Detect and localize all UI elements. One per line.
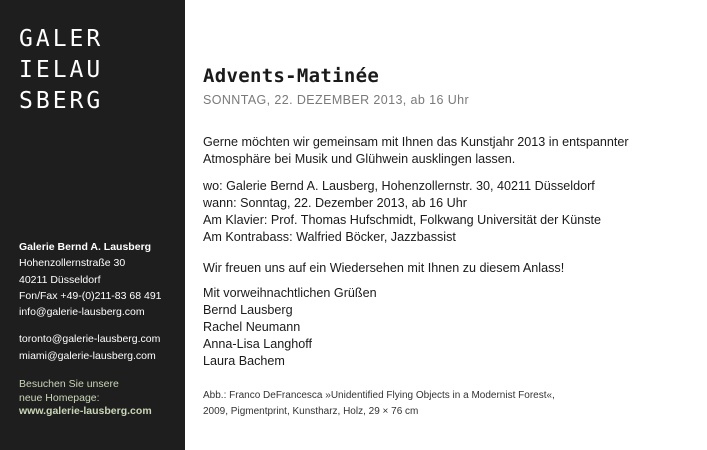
email-toronto-link[interactable]: toronto@galerie-lausberg.com: [19, 333, 161, 345]
contact-block: [19, 239, 179, 320]
email-miami-link[interactable]: miami@galerie-lausberg.com: [19, 349, 156, 362]
street-address: Hohenzollernstraße 30: [19, 257, 126, 270]
website-link[interactable]: www.galerie-lausberg.com: [19, 405, 152, 417]
image-caption: [203, 388, 693, 420]
invitation-content: [203, 64, 693, 417]
homepage-promo: [19, 378, 184, 419]
signatory: Laura Bachem: [203, 354, 285, 368]
logo-line: IELAU: [19, 57, 104, 83]
event-details: [203, 178, 601, 246]
gallery-logo[interactable]: [19, 24, 103, 117]
logo-line: GALER: [19, 26, 104, 52]
visit-text-line1: Besuchen Sie unsere: [19, 378, 119, 390]
caption-line: Abb.: Franco DeFrancesca »Unidentified Flying Objects in a Modernist Forest«,: [203, 390, 555, 401]
greeting-block: [203, 285, 377, 370]
closing-line: Wir freuen uns auf ein Wiedersehen mit Ihnen zu diesem Anlass!: [203, 261, 565, 275]
branch-emails: [19, 331, 179, 364]
signatory: Rachel Neumann: [203, 320, 301, 334]
email-info-link[interactable]: info@galerie-lausberg.com: [19, 306, 145, 319]
gallery-name: Galerie Bernd A. Lausberg: [19, 241, 152, 253]
phone-fax: Fon/Fax +49-(0)211-83 68 491: [19, 289, 162, 302]
detail-piano: Am Klavier: Prof. Thomas Hufschmidt, Folkwang Universität der Künste: [203, 213, 602, 227]
detail-time: wann: Sonntag, 22. Dezember 2013, ab 16 Uhr: [203, 196, 467, 210]
sidebar: [0, 0, 185, 450]
intro-paragraph: Gerne möchten wir gemeinsam mit Ihnen das Kunstjahr 2013 in entspannter Atmosphäre bei Musik und Glühwein ausklingen lassen.: [203, 135, 629, 166]
caption-line: 2009, Pigmentprint, Kunstharz, Holz, 29 × 76 cm: [203, 406, 419, 417]
city-address: 40211 Düsseldorf: [19, 273, 101, 286]
event-date: SONNTAG, 22. DEZEMBER 2013, ab 16 Uhr: [203, 93, 470, 107]
visit-text-line2: neue Homepage:: [19, 391, 100, 404]
greeting-line: Mit vorweihnachtlichen Grüßen: [203, 286, 377, 300]
logo-line: SBERG: [19, 88, 104, 114]
event-title: Advents-Matinée: [203, 65, 380, 87]
detail-bass: Am Kontrabass: Walfried Böcker, Jazzbassist: [203, 230, 456, 244]
signatory: Bernd Lausberg: [203, 303, 293, 317]
signatory: Anna-Lisa Langhoff: [203, 337, 313, 351]
detail-location: wo: Galerie Bernd A. Lausberg, Hohenzollernstr. 30, 40211 Düsseldorf: [203, 179, 595, 193]
